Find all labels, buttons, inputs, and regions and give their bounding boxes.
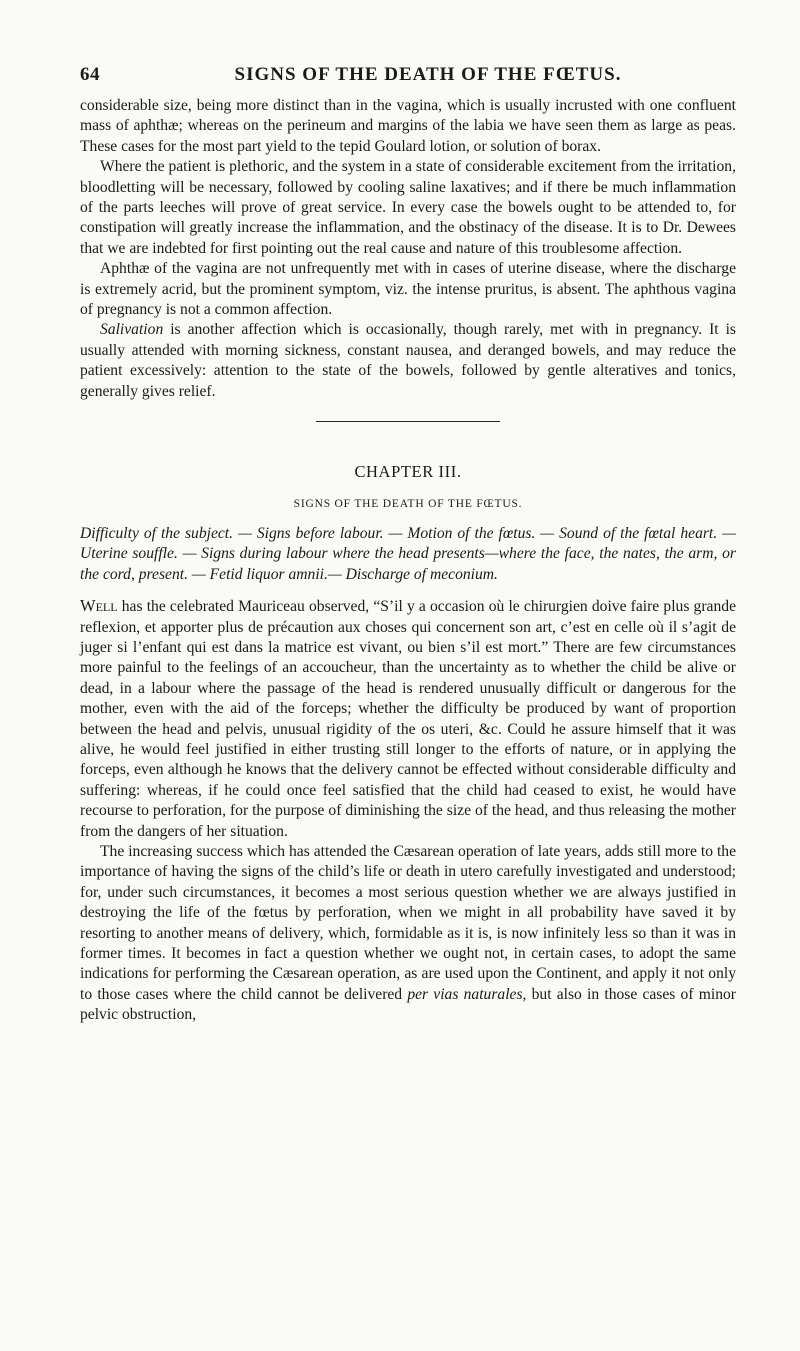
salivation-term: Salivation <box>100 321 164 339</box>
opening-word: Well <box>80 596 118 616</box>
chapter-title: CHAPTER III. <box>354 462 462 482</box>
caesarean-tail: , but also in those cases of minor pelvic obstruction, <box>80 985 736 1024</box>
paragraph-aphthae: Aphthæ of the vagina are not unfrequently met with in cases of uterine disease, where the discharge is extremely acrid, but the prominent symptom, viz. the intense pruritus, is absent. The aphthous vagina of pregnancy is not a common affection. <box>80 260 736 319</box>
paragraph-opening <box>80 596 736 842</box>
chapter-subtitle: SIGNS OF THE DEATH OF THE FŒTUS. <box>293 497 523 510</box>
section-divider <box>316 421 500 422</box>
running-head: SIGNS OF THE DEATH OF THE FŒTUS. <box>234 64 622 85</box>
page-number: 64 <box>80 64 100 85</box>
paragraph-plethoric: Where the patient is plethoric, and the system in a state of considerable excitement from the irritation, bloodletting will be necessary, followed by cooling saline laxatives; and if there be much inflammation of the parts leeches will prove of great service. In every case the bowels ought to be attended to, for constipation will greatly increase the inflammation, and the obstinacy of the disease. It is to Dr. Dewees that we are indebted for first pointing out the real cause and nature of this troublesome affection. <box>80 158 736 257</box>
caesarean-text: The increasing success which has attended the Cæsarean operation of late years, adds still more to the importance of having the signs of the child’s life or death in utero carefully investigated and understood; for, under such circumstances, it becomes a most serious question whether we are always justified in destroying the life of the fœtus by perforation, when we might in all probability have saved it by resorting to another means of delivery, which, formidable as it is, is now infinitely less so than it was in former times. It becomes in fact a question whether we ought not, in certain cases, to adopt the same indications for performing the Cæsarean operation, as are used upon the Continent, and apply it not only to those cases where the child cannot be delivered <box>80 843 736 1003</box>
paragraph-caesarean <box>80 842 736 1026</box>
page-header <box>80 64 736 90</box>
paragraph-continued: considerable size, being more distinct than in the vagina, which is usually incrusted with one confluent mass of aphthæ; whereas on the perineum and margins of the labia we have seen them as large as peas. These cases for the most part yield to the tepid Goulard lotion, or solution of borax. <box>80 97 736 155</box>
caesarean-italic: per vias naturales <box>407 985 523 1003</box>
body-text <box>80 96 736 1026</box>
salivation-text: is another affection which is occasionally, though rarely, met with in pregnancy. It is usually attended with morning sickness, constant nausea, and deranged bowels, and may reduce the patient excessively: attention to the state of the bowels, followed by gentle alteratives and tonics, generally gives relief. <box>80 321 736 400</box>
chapter-synopsis: Difficulty of the subject. — Signs before labour. — Motion of the fœtus. — Sound of the fœtal heart. — Uterine souffle. — Signs during labour where the head presents—where the face, the nates, the arm, or the cord, present. — Fetid liquor amnii.— Discharge of meconium. <box>80 524 736 583</box>
opening-text: has the celebrated Mauriceau observed, “S’il y a occasion où le chirurgien doive faire plus grande reflexion, et apporter plus de précaution aux choses qui concernent son art, c’est en celle où il s’agit de juger si l’enfant qui est dans la matrice est vivant, ou bien s’il est mort.” There are few circumstances more painful to the feelings of an accoucheur, than the uncertainty as to whether the child be alive or dead, in a labour where the passage of the head is rendered unusually difficult or dangerous for the mother, even with the aid of the forceps; whether the difficulty be produced by want of proportion between the head and pelvis, unusual rigidity of the os uteri, &c. Could he assure himself that it was alive, he would feel justified in either trusting still longer to the efforts of nature, or in applying the forceps, even although he knows that the delivery cannot be effected without considerable difficulty and suffering: whereas, if he could once feel satisfied that the child had ceased to exist, he would have recourse to perforation, for the purpose of diminishing the size of the head, and thus releasing the mother from the dangers of her situation. <box>80 598 736 840</box>
paragraph-salivation <box>80 320 736 402</box>
